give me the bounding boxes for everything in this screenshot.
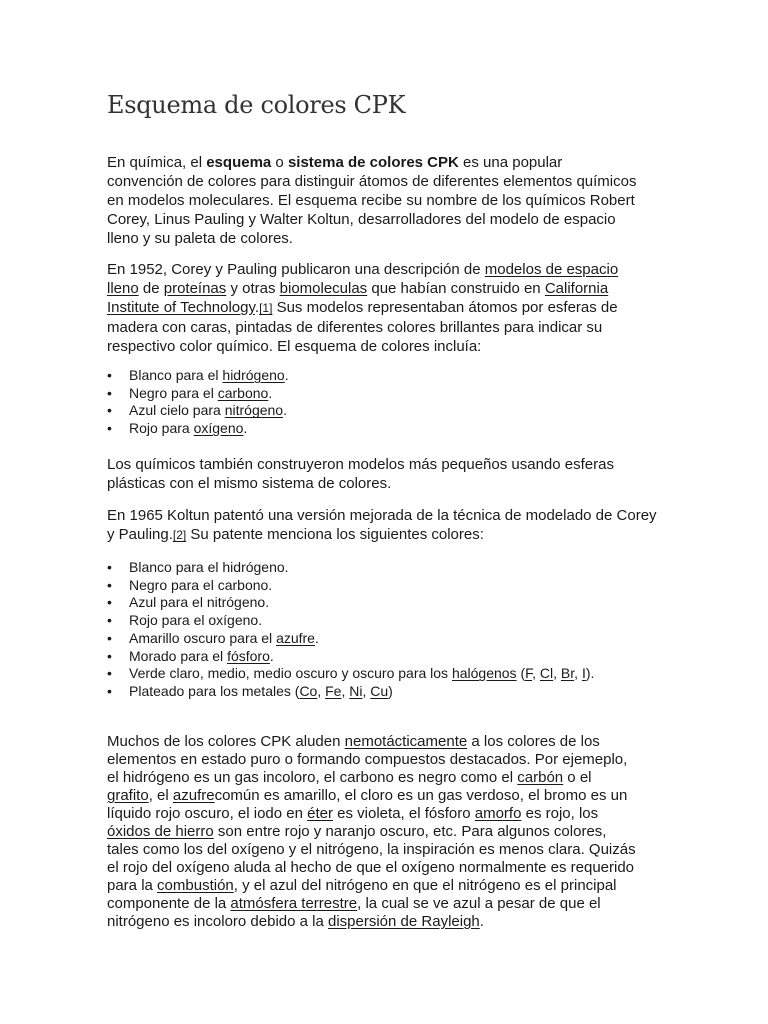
- list-item: [107, 402, 289, 420]
- text: a los colores de los elementos en estado puro o formando compuestos destacados. Por ejemeplo, el hidrógeno es un gas incoloro, el carbono es negro como el: [107, 733, 628, 786]
- text: .: [269, 647, 274, 664]
- link-fluor[interactable]: F: [525, 665, 533, 682]
- text: .: [268, 384, 273, 401]
- link-amorfo[interactable]: amorfo: [474, 805, 522, 822]
- page-title: Esquema de colores CPK: [107, 91, 406, 119]
- text: En 1952, Corey y Pauling publicaron una descripción de: [107, 261, 485, 278]
- text: ,: [317, 682, 326, 699]
- bold-term: sistema de colores CPK: [287, 154, 459, 171]
- link-eter[interactable]: éter: [307, 805, 333, 822]
- link-bromo[interactable]: Br: [560, 665, 575, 682]
- text: (: [516, 665, 526, 682]
- link-biomoleculas[interactable]: biomoleculas: [279, 280, 368, 297]
- link-iodo[interactable]: I: [581, 665, 586, 682]
- text: .: [243, 420, 248, 437]
- text: Su patente menciona los siguientes colores:: [186, 526, 484, 543]
- bold-term: esquema: [206, 154, 272, 171]
- text: Verde claro, medio, medio oscuro y oscuro para los: [129, 665, 452, 682]
- list-item: [107, 648, 594, 666]
- link-modelos-espacio-lleno[interactable]: modelos de espacio lleno: [107, 261, 619, 297]
- intro-paragraph: [107, 153, 642, 248]
- link-carbon[interactable]: carbón: [517, 769, 564, 786]
- text: Sus modelos representaban átomos por esferas de madera con caras, pintadas de diferentes colores brillantes para indicar su respectivo color químico. El esquema de colores incluía:: [107, 299, 618, 355]
- list-item: • Blanco para el hidrógeno.: [107, 559, 594, 577]
- link-oxigeno[interactable]: oxígeno: [193, 420, 244, 437]
- text: es una popular convención de colores para distinguir átomos de diferentes elementos químicos en modelos moleculares. El esquema recibe su nombre de los químicos Robert Corey, Linus Pauling y Walter Koltun, desarrolladores del modelo de espacio lleno y su paleta de colores.: [107, 154, 637, 247]
- text: Rojo para: [129, 420, 194, 437]
- koltun-paragraph: [107, 506, 667, 545]
- text: Plateado para los metales (: [129, 682, 300, 699]
- link-nitrogeno[interactable]: nitrógeno: [224, 402, 284, 419]
- link-dispersion-rayleigh[interactable]: dispersión de Rayleigh: [328, 913, 480, 930]
- text: ,: [362, 682, 371, 699]
- text: de: [138, 280, 164, 297]
- color-list-1952: [107, 367, 289, 438]
- list-item: [107, 665, 594, 683]
- text: .: [479, 913, 484, 930]
- text: o el: [563, 769, 592, 786]
- list-item: [107, 420, 289, 438]
- text: Amarillo oscuro para el: [129, 629, 277, 646]
- text: .: [314, 629, 319, 646]
- list-item: • Negro para el carbono.: [107, 577, 594, 595]
- plastic-models-paragraph: Los químicos también construyeron modelos más pequeños usando esferas plásticas con el mismo sistema de colores.: [107, 456, 614, 492]
- text: En 1965 Koltun patentó una versión mejorada de la técnica de modelado de Corey y Pauling.: [107, 507, 657, 543]
- text: y otras: [226, 280, 280, 297]
- link-azufre-2[interactable]: azufre: [172, 787, 215, 804]
- text: Negro para el: [129, 384, 218, 401]
- list-item: [107, 385, 289, 403]
- text: , el: [148, 787, 173, 804]
- link-carbono[interactable]: carbono: [217, 384, 269, 401]
- history-paragraph: [107, 260, 627, 356]
- link-cobre[interactable]: Cu: [370, 682, 389, 699]
- link-proteinas[interactable]: proteínas: [163, 280, 227, 297]
- link-halogenos[interactable]: halógenos: [451, 665, 517, 682]
- list-item: • Rojo para el oxígeno.: [107, 612, 594, 630]
- text: ,: [553, 665, 561, 682]
- text: que habían construido en: [367, 280, 545, 297]
- link-atmosfera-terrestre[interactable]: atmósfera terrestre: [230, 895, 358, 912]
- text: ,: [574, 665, 582, 682]
- text: ,: [341, 682, 350, 699]
- text: ): [388, 682, 393, 699]
- text: Morado para el: [129, 647, 228, 664]
- link-cloro[interactable]: Cl: [539, 665, 554, 682]
- text: , y el azul del nitrógeno en que el nitrógeno es el principal componente de la: [107, 877, 617, 912]
- text: ,: [532, 665, 540, 682]
- link-combustion[interactable]: combustión: [157, 877, 234, 894]
- text: Azul cielo para: [129, 402, 225, 419]
- link-caltech[interactable]: California Institute of Technology: [107, 280, 609, 316]
- link-fosforo[interactable]: fósforo: [227, 647, 270, 664]
- link-hierro[interactable]: Fe: [325, 682, 342, 699]
- text: , la cual se ve azul a pesar de que el nitrógeno es incoloro debido a la: [107, 895, 601, 930]
- mnemonic-paragraph: [107, 733, 637, 931]
- text: o: [271, 154, 288, 171]
- text: es rojo, los: [521, 805, 599, 822]
- reference-link-2[interactable]: [2]: [172, 528, 187, 542]
- link-cobalto[interactable]: Co: [299, 682, 318, 699]
- text: Blanco para el: [129, 367, 223, 383]
- list-item: [107, 367, 289, 385]
- list-item: [107, 683, 594, 701]
- text: común es amarillo, el cloro es un gas verdoso, el bromo es un líquido rojo oscuro, el iodo en: [107, 787, 628, 822]
- text: .: [283, 402, 287, 419]
- list-item: [107, 630, 594, 648]
- text: .: [284, 367, 289, 383]
- link-azufre[interactable]: azufre: [276, 629, 315, 646]
- text: En química, el: [107, 154, 207, 171]
- text: es violeta, el fósforo: [333, 805, 475, 822]
- link-grafito[interactable]: grafito: [107, 787, 149, 804]
- list-item: • Azul para el nitrógeno.: [107, 594, 594, 612]
- text: Muchos de los colores CPK aluden: [107, 733, 345, 750]
- text: son entre rojo y naranjo oscuro, etc. Para algunos colores, tales como los del oxígeno y el nitrógeno, la inspiración es menos clara. Quizás el rojo del oxígeno aluda al hecho de que el oxígeno normalmente es requerido para la: [107, 823, 636, 894]
- text: ).: [585, 665, 595, 682]
- color-list-1965: [107, 559, 594, 701]
- link-hidrogeno[interactable]: hidrógeno: [222, 367, 285, 383]
- link-nemotacticamente[interactable]: nemotácticamente: [344, 733, 468, 750]
- link-oxidos-de-hierro[interactable]: óxidos de hierro: [107, 823, 214, 840]
- link-niquel[interactable]: Ni: [349, 682, 363, 699]
- text: .: [254, 299, 260, 316]
- reference-link-1[interactable]: [1]: [259, 301, 273, 315]
